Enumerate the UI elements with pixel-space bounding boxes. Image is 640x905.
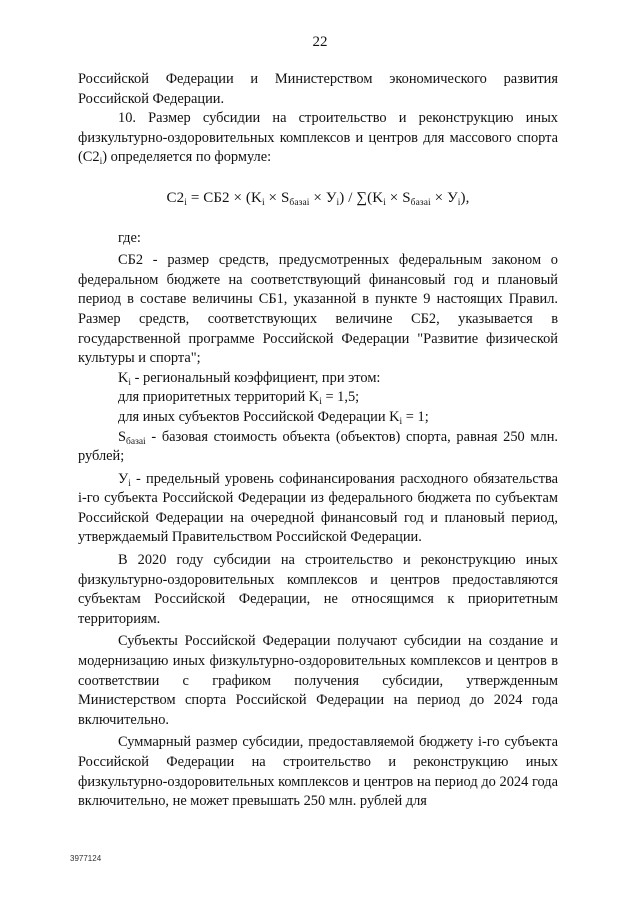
where-label: где: (118, 229, 141, 246)
definition-sbase: $S_{базаi}$ - базовая стоимость объекта (объектов) спорта, равная 250 млн. рублей; (78, 428, 558, 465)
document-code: 3977124 (70, 854, 102, 863)
paragraph-total: Суммарный размер субсидии, предоставляемой бюджету i-го субъекта Российской Федерации на строительство и реконструкцию иных физкультурно-оздоровительных комплексов и центров на период до 2024 года включительно, не может превышать 250 млн. рублей для (78, 734, 558, 810)
paragraph-intro: Российской Федерации и Министерством экономического развития Российской Федерации. (78, 71, 558, 107)
paragraph-2020: В 2020 году субсидии на строительство и реконструкцию иных физкультурно-оздоровительных комплексов и центров предоставляются субъектам Российской Федерации, не относящимся к приоритетным территориям. (78, 552, 558, 627)
definition-ki: $K_i$ - региональный коэффициент, при этом: (118, 369, 381, 388)
paragraph-item-10: 10. Размер субсидии на строительство и реконструкцию иных физкультурно-оздоровительных комплексов и центров для массового спорта $(С2_i)$ определяется по формуле: (78, 110, 558, 168)
ki-priority: для приоритетных территорий $K_i = 1,5$; (118, 389, 360, 408)
document-body (78, 70, 558, 812)
formula-c2i: $С2_i = СБ2 \times (K_i \times S_{базаi} \times У_i) / \sum(K_i \times S_{базаi} \times У_i)$, (166, 189, 470, 208)
paragraph-subjects: Субъекты Российской Федерации получают субсидии на создание и модернизацию иных физкультурно-оздоровительных комплексов и центров в соответствии с графиком получения субсидии, утвержденным Министерством спорта Российской Федерации на период до 2024 года включительно. (78, 633, 558, 728)
page-number: 22 (312, 34, 328, 50)
ki-other: для иных субъектов Российской Федерации $K_i = 1$; (118, 408, 429, 427)
definition-yi: $У_i$ - предельный уровень софинансирования расходного обязательства i-го субъекта Российской Федерации из федерального бюджета по субъектам Российской Федерации на очередной финансовый год и плановый период, утверждаемый Правительством Российской Федерации. (78, 470, 558, 546)
definition-sb2: СБ2 - размер средств, предусмотренных федеральным законом о федеральном бюджете на соответствующий финансовый год и плановый период в составе величины СБ1, указанной в пункте 9 настоящих Правил. Размер средств, соответствующих величине СБ2, указывается в государственной программе Российской Федерации "Развитие физической культуры и спорта"; (78, 252, 558, 367)
